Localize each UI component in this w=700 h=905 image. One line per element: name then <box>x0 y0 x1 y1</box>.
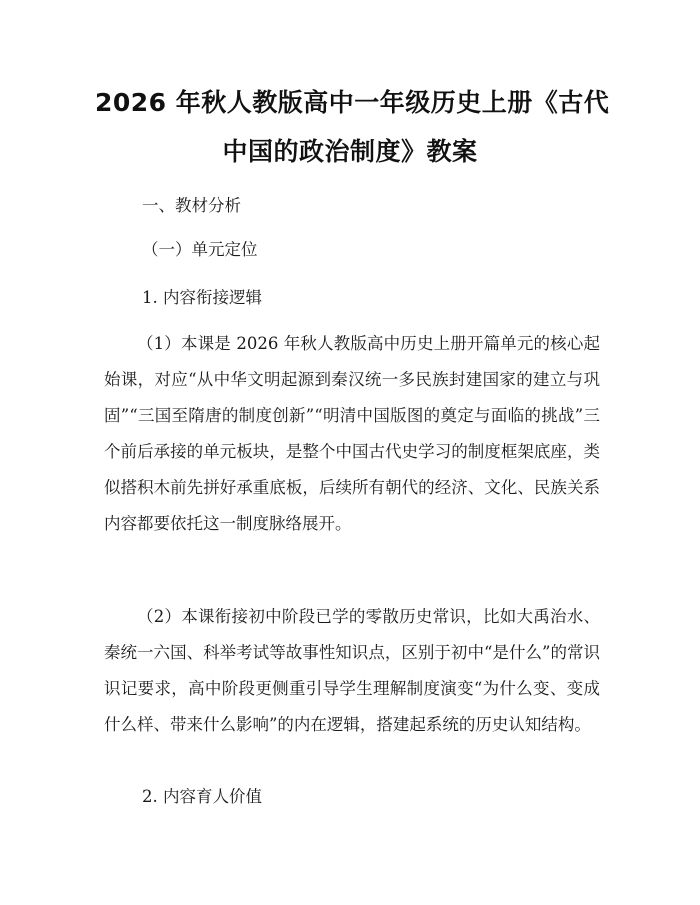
subsection-heading-unit-positioning: （一）单元定位 <box>142 240 258 259</box>
document-title-line-1: 2026 年秋人教版高中一年级历史上册《古代 <box>95 88 610 117</box>
document-title-line-2: 中国的政治制度》教案 <box>222 137 478 166</box>
section-heading-textbook-analysis: 一、教材分析 <box>142 196 241 215</box>
paragraph-1: （1）本课是 2026 年秋人教版高中历史上册开篇单元的核心起始课，对应“从中华文明起源到秦汉统一多民族封建国家的建立与巩固”“三国至隋唐的制度创新”“明清中国版图的奠定与面临的挑战”三个前后承接的单元板块，是整个中国古代史学习的制度框架底座，类似搭积木前先拼好承重底板，后续所有朝代的经济、文化、民族关系内容都要依托这一制度脉络展开。 <box>104 334 600 533</box>
item-heading-content-logic: 1. 内容衔接逻辑 <box>142 288 262 307</box>
item-heading-educational-value: 2. 内容育人价值 <box>142 787 262 806</box>
paragraph-2: （2）本课衔接初中阶段已学的零散历史常识，比如大禹治水、秦统一六国、科举考试等故事性知识点，区别于初中“是什么”的常识识记要求，高中阶段更侧重引导学生理解制度演变“为什么变、变成什么样、带来什么影响”的内在逻辑，搭建起系统的历史认知结构。 <box>104 607 600 734</box>
